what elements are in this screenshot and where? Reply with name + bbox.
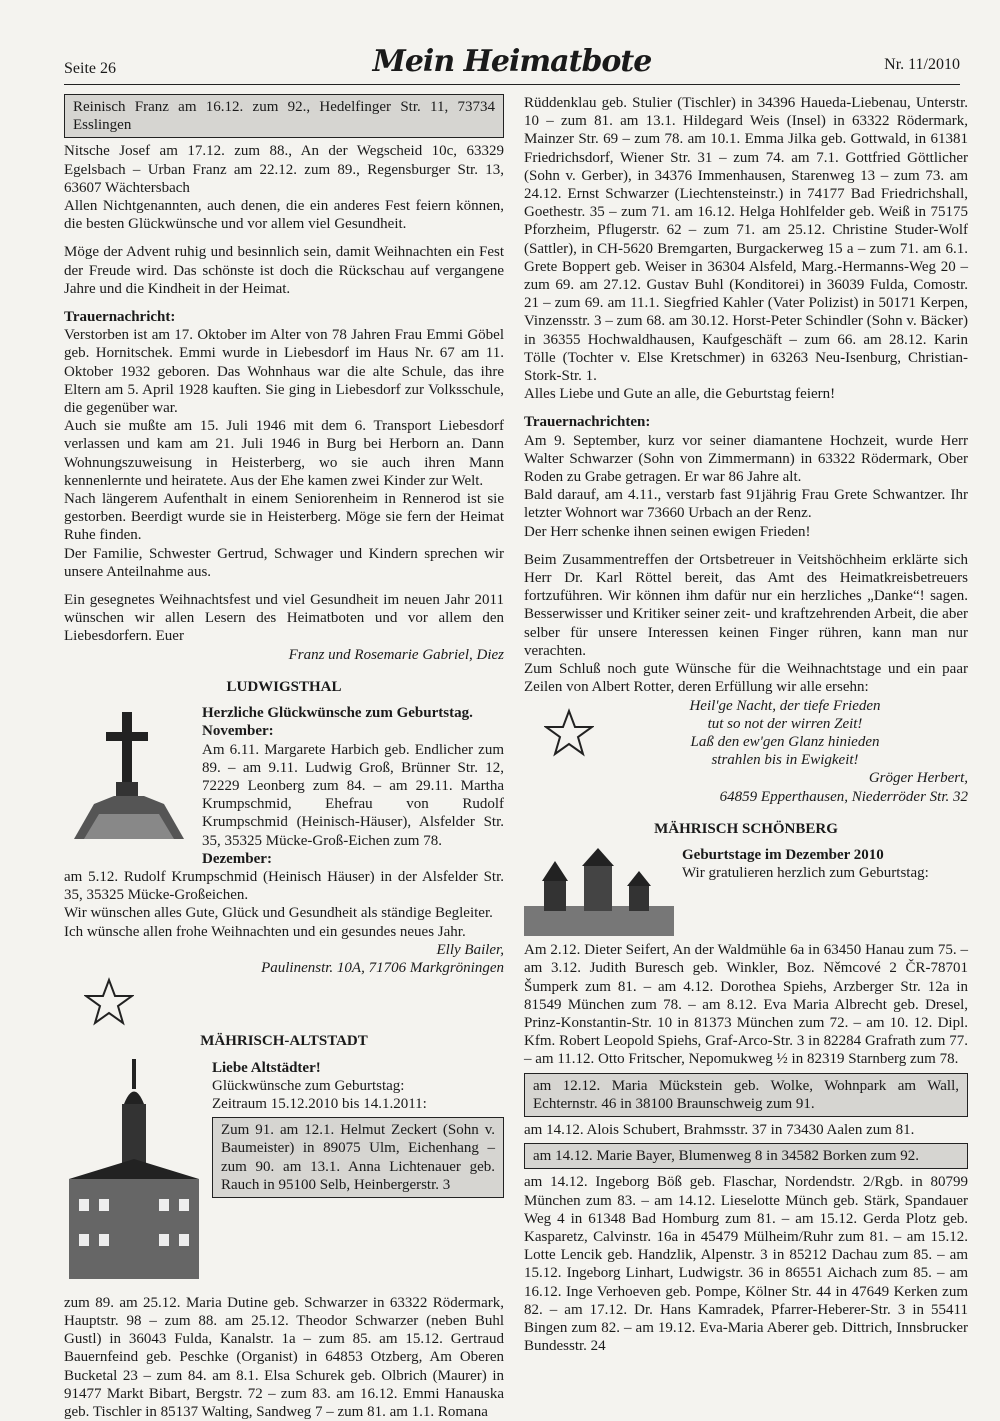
paragraph: Am 2.12. Dieter Seifert, An der Waldmühle 6a in 63450 Hanau zum 75. – am 3.12. Judith Buresch geb. Winkler, Boz. Němcové 2 ČR-78701 Šumperk zum 81. – am 4.12. Dorothea Spiehs, Arzberger Str. 12a in 81549 München zum 78. – am 8.12. Eva Maria Albrecht geb. Dresel, Prinz-Konstantin-Str. 10 in 81373 München zum 72. – am 10. 12. Dipl. Kfm. Robert Leopold Spiehs, Graf-Arco-Str. 3 in 82284 Grafrath zum 77. – am 11.12. Otto Fritscher, Nepomukweg ½ in 82319 Starnberg zum 78. (524, 942, 968, 1068)
subheading: Geburtstage im Dezember 2010 (682, 846, 884, 863)
paragraph: Zum Schluß noch gute Wünsche für die Weihnachtstage und ein paar Zeilen von Albert Rotter, deren Erfüllung wir alle ersehn: (524, 661, 968, 696)
right-column (524, 94, 968, 1355)
paragraph: Allen Nichtgenannten, auch denen, die ein anderes Fest feiern können, die besten Glückwünsche und vor allem viel Gesundheit. (64, 198, 504, 233)
heading-trauernachricht: Trauernachricht: (64, 309, 176, 326)
signature-address: 64859 Epperthausen, Niederröder Str. 32 (719, 788, 968, 805)
subheading: Herzliche Glückwünsche zum Geburtstag. (202, 705, 473, 722)
issue-number: Nr. 11/2010 (884, 56, 960, 73)
poem-line: tut so not der wirren Zeit! (707, 715, 863, 732)
church-tower-illustration (64, 1059, 204, 1294)
paragraph: Wir gratulieren herzlich zum Geburtstag: (682, 865, 929, 882)
paragraph: Ich wünsche allen frohe Weihnachten und ein gesundes neues Jahr. (64, 923, 466, 940)
section-title-maehrisch-schoenberg: MÄHRISCH SCHÖNBERG (654, 820, 838, 837)
highlight-box: am 12.12. Maria Mückstein geb. Wolke, Wohnpark am Wall, Echternstr. 46 in 38100 Braunschweig zum 91. (524, 1073, 968, 1117)
paragraph: Nitsche Josef am 17.12. zum 88., An der Wegscheid 10c, 63329 Egelsbach – Urban Franz am 22.12. zum 89., Regensburger Str. 13, 63607 Wächtersbach (64, 143, 504, 196)
subheading: Liebe Altstädter! (212, 1059, 321, 1076)
highlight-box: Reinisch Franz am 16.12. zum 92., Hedelfinger Str. 11, 73734 Esslingen (64, 94, 504, 138)
signature: Franz und Rosemarie Gabriel, Diez (288, 646, 504, 663)
paragraph: Am 6.11. Margarete Harbich geb. Endlicher zum 89. – am 9.11. Ludwig Groß, Brünner Str. 12, 72229 Leonberg zum 84. – am 29.11. Martha Krumpschmid, Ehefrau von Rudolf Krumpschmid (Heinisch-Häuser), Alsfelder Str. 35, 35325 Mücke-Groß-Eichen zum 78. (202, 741, 504, 849)
paragraph: Nach längerem Aufenthalt in einem Seniorenheim in Rennerod ist sie gestorben. Beerdigt wurde sie in Heisterberg. Möge sie fern der Heimat Ruhe finden. (64, 491, 504, 544)
paragraph: Verstorben ist am 17. Oktober im Alter von 78 Jahren Frau Emmi Göbel geb. Hornitschek. Emmi wurde in Liebesdorf im Haus Nr. 67 am 11. Oktober 1932 geboren. Das Wohnhaus war die alte Schule, das ihre Eltern am 5. April 1928 kauften. Sie ging in Liebesdorf zur Volksschule, die gegenüber war. (64, 327, 504, 417)
paragraph: Bald darauf, am 4.11., verstarb fast 91jährig Frau Grete Schwantzer. Ihr letzter Wohnort war 73660 Urbach an der Renz. (524, 487, 968, 522)
highlight-box: Zum 91. am 12.1. Helmut Zeckert (Sohn v. Baumeister) in 89075 Ulm, Eichenhang – zum 90. am 13.1. Anna Lichtenauer geb. Rauch in 95100 Selb, Heinbergerstr. 3 (212, 1117, 504, 1198)
left-column (64, 94, 504, 1421)
paragraph: Wir wünschen alles Gute, Glück und Gesundheit als ständige Begleiter. (64, 905, 493, 922)
paragraph: Der Familie, Schwester Gertrud, Schwager und Kindern sprechen wir unsere Anteilnahme aus. (64, 545, 504, 580)
subheading-dezember: Dezember: (202, 850, 272, 867)
town-skyline-illustration (524, 846, 674, 941)
paragraph: Alles Liebe und Gute an alle, die Geburtstag feiern! (524, 386, 836, 403)
signature-address: Paulinenstr. 10A, 71706 Markgröningen (261, 959, 504, 976)
paragraph: Zeitraum 15.12.2010 bis 14.1.2011: (212, 1095, 427, 1112)
poem-line: Heil'ge Nacht, der tiefe Frieden (689, 697, 881, 714)
paragraph: Ein gesegnetes Weihnachtsfest und viel Gesundheit im neuen Jahr 2011 wünschen wir allen Lesern des Heimatboten und vor allem den Liebesdorfern. Euer (64, 592, 504, 645)
paragraph: Auch sie mußte am 15. Juli 1946 mit dem 6. Transport Liebesdorf verlassen und kam am 21. Juli 1946 in Burg bei Herborn an. Dann Wohnungszuweisung in Heisterberg, wo sie auch ihren Mann kennenlernte und heiratete. Aus der Ehe kamen zwei Kinder zur Welt. (64, 418, 504, 489)
paragraph: am 14.12. Alois Schubert, Brahmsstr. 37 in 73430 Aalen zum 81. (524, 1121, 915, 1138)
section-title-ludwigsthal: LUDWIGSTHAL (226, 678, 342, 695)
paragraph: Beim Zusammentreffen der Ortsbetreuer in Veitshöchheim erklärte sich Herr Dr. Karl Röttel bereit, das Amt des Heimatkreisbetreuers fortzuführen. Wir können ihm dafür nur ein herzliches „Danke“! sagen. Besserwisser und Kritiker seiner zeit- und kraftzehrenden Arbeit, die aber selber für unsere Interessen keinen Finger rühren, kann man nur verachten. (524, 551, 968, 659)
wayside-cross-illustration (64, 704, 194, 868)
page-header (64, 44, 960, 85)
page-number: Seite 26 (64, 60, 116, 77)
heading-trauernachrichten: Trauernachrichten: (524, 414, 651, 431)
star-icon (84, 977, 134, 1027)
paragraph: Der Herr schenke ihnen seinen ewigen Frieden! (524, 523, 811, 540)
highlight-box: am 14.12. Marie Bayer, Blumenweg 8 in 34582 Borken zum 92. (524, 1143, 968, 1169)
paragraph: zum 89. am 25.12. Maria Dutine geb. Schwarzer in 63322 Rödermark, Hauptstr. 98 – zum 88. am 25.12. Theodor Schwarzer (neben Buhl Gustl) in 36043 Fulda, Kanalstr. 1a – zum 85. am 15.12. Gertraud Bauernfeind geb. Peschke (Organist) in 64853 Otzberg, Am Oberen Bucketal 23 – zum 84. am 8.1. Elsa Schurek geb. Olbrich (Maurer) in 91477 Markt Bibart, Bergstr. 72 – zum 83. am 16.12. Emmi Hanauska geb. Tischler in 85137 Walting, Sandweg 7 – zum 81. am 1.1. Romana (64, 1294, 504, 1420)
paragraph: Am 9. September, kurz vor seiner diamantene Hochzeit, wurde Herr Walter Schwarzer (Sohn von Zimmermann) in 63322 Rödermark, Ober Roden zu Grabe getragen. Er war 86 Jahre alt. (524, 432, 968, 486)
star-icon (544, 708, 594, 758)
section-title-maehrisch-altstadt: MÄHRISCH-ALTSTADT (200, 1033, 368, 1050)
paragraph: Glückwünsche zum Geburtstag: (212, 1077, 405, 1094)
subheading-november: November: (202, 723, 274, 740)
masthead-title: Mein Heimatbote (372, 44, 652, 79)
paragraph: am 5.12. Rudolf Krumpschmid (Heinisch Häuser) in der Alsfelder Str. 35, 35325 Mücke-Großeichen. (64, 868, 504, 904)
signature-name: Gröger Herbert, (868, 770, 968, 787)
poem (602, 697, 968, 770)
paragraph: Rüddenklau geb. Stulier (Tischler) in 34396 Haueda-Liebenau, Unterstr. 10 – zum 81. am 13.1. Hildegard Weis (Insel) in 63322 Rödermark, Mainzer Str. 69 – zum 78. am 10.1. Emma Jilka geb. Gottwald, in 61381 Friedrichsdorf, Wiener Str. 31 – zum 74. am 7.1. Gottfried Göttlicher (Sohn v. Gerber), in 34376 Immenhausen, Starenweg 13 – zum 73. am 24.12. Ernst Schwarzer (Liechtensteinstr.) in 74177 Bad Friedrichshall, Goethestr. 35 – zum 71. am 16.12. Helga Hohlfelder geb. Weiß in 75175 Pforzheim, Pflugerstr. 62 – zum 71. am 25.12. Christine Studer-Wolf (Sattler), in CH-5620 Bremgarten, Burgackerweg 15 a – zum 71. am 6.1. Grete Boppert geb. Weiser in 36304 Alsfeld, Marg.-Hermanns-Weg 20 – zum 69. am 27.12. Gustav Buhl (Konditorei) in 36039 Fulda, Comostr. 21 – zum 69. am 11.1. Siegfried Kahler (Vater Polizist) in 50171 Kerpen, Vinzensstr. 3 – zum 68. am 30.12. Horst-Peter Schindler (Sohn v. Bäcker) in 36355 Hochwaldhausen, Kaufgeschäft – zum 66. am 28.12. Karin Tölle (Tochter v. Else Kretschmer) in 63263 Neu-Isenburg, Christian-Stork-Str. 1. (524, 95, 968, 385)
poem-line: strahlen bis in Ewigkeit! (711, 752, 859, 769)
signature-name: Elly Bailer, (436, 941, 504, 958)
poem-line: Laß den ew'gen Glanz hinieden (690, 733, 880, 750)
paragraph: am 14.12. Ingeborg Böß geb. Flaschar, Nordendstr. 2/Rgb. in 80799 München zum 83. – am 14.12. Lieselotte Münch geb. Stärk, Spandauer Weg 4 in 61348 Bad Homburg zum 81. – am 15.12. Gerda Plotz geb. Kasparetz, Calvinstr. 16a in 45479 Mülheim/Ruhr zum 81. – am 15.12. Lotte Lencik geb. Handzlik, Alpenstr. 3 in 85212 Dachau zum 85. – am 15.12. Ingeborg Linhart, Ludwigstr. 36 in 86551 Aichach zum 85. – am 16.12. Inge Verhoeven geb. Pompe, Kölner Str. 44 in 47649 Kerken zum 82. – am 17.12. Dr. Hans Kamradek, Pfarrer-Heberer-Str. 3 in 55411 Bingen zum 82. – am 19.12. Eva-Maria Aberer geb. Dittrich, Innsbrucker Bundesstr. 24 (524, 1174, 968, 1355)
paragraph: Möge der Advent ruhig und besinnlich sein, damit Weihnachten ein Fest der Freude wird. Das schönste ist doch die Rückschau auf vergangene Jahre und die Kindheit in der Heimat. (64, 244, 504, 297)
